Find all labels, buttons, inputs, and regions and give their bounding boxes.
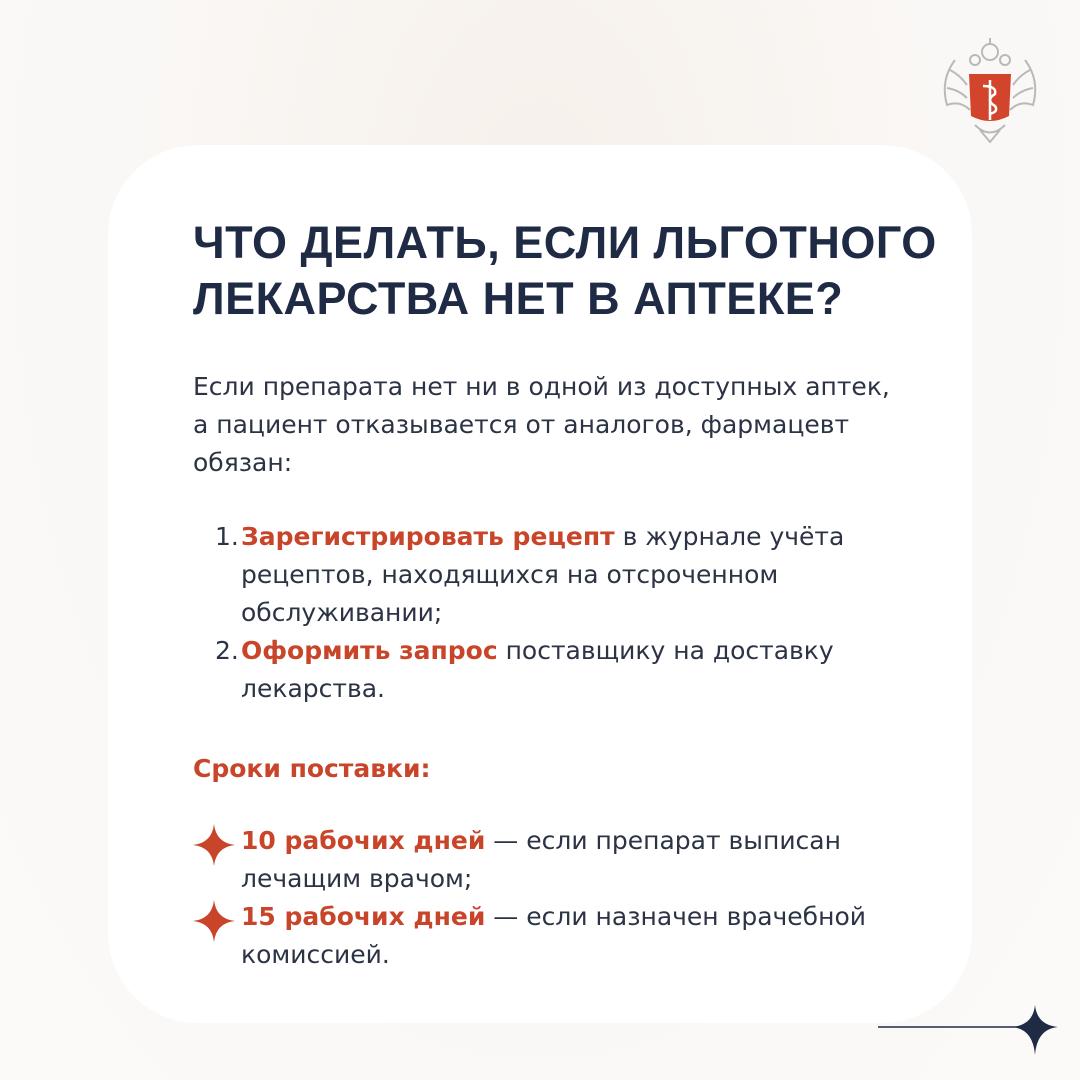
step-text: обслуживании; xyxy=(241,598,443,627)
intro-line: Если препарата нет ни в одной из доступных аптек, xyxy=(193,372,890,401)
term-text: — если препарат выписан xyxy=(485,826,841,855)
step-highlight: Оформить запрос xyxy=(241,636,498,665)
list-number: 1. xyxy=(215,522,239,551)
term-highlight: 10 рабочих дней xyxy=(241,826,486,855)
term-text: лечащим врачом; xyxy=(241,864,473,893)
list-item xyxy=(215,518,915,632)
title-line: ЛЕКАРСТВА НЕТ В АПТЕКЕ? xyxy=(193,273,844,324)
step-text: рецептов, находящихся на отсроченном xyxy=(241,560,779,589)
intro-paragraph xyxy=(193,368,953,482)
step-text: поставщику на доставку xyxy=(497,636,834,665)
title-line: ЧТО ДЕЛАТЬ, ЕСЛИ ЛЬГОТНОГО xyxy=(193,217,937,268)
step-highlight: Зарегистрировать рецепт xyxy=(241,522,615,551)
step-text: в журнале учёта xyxy=(614,522,845,551)
sparkle-line-decoration xyxy=(878,1005,1063,1055)
steps-list xyxy=(215,518,915,708)
intro-line: а пациент отказывается от аналогов, фармацевт xyxy=(193,410,850,439)
list-item xyxy=(215,632,915,708)
terms-heading: Сроки поставки: xyxy=(193,754,431,783)
page-title xyxy=(193,215,937,327)
intro-line: обязан: xyxy=(193,448,293,477)
term-item xyxy=(193,822,893,898)
term-text: — если назначен врачебной xyxy=(485,902,866,931)
term-text: комиссией. xyxy=(241,940,390,969)
star-bullet-icon xyxy=(193,900,235,942)
step-text: лекарства. xyxy=(241,674,385,703)
term-highlight: 15 рабочих дней xyxy=(241,902,486,931)
ministry-emblem-logo xyxy=(935,30,1045,145)
star-bullet-icon xyxy=(193,824,235,866)
term-item xyxy=(193,898,893,974)
list-number: 2. xyxy=(215,636,239,665)
